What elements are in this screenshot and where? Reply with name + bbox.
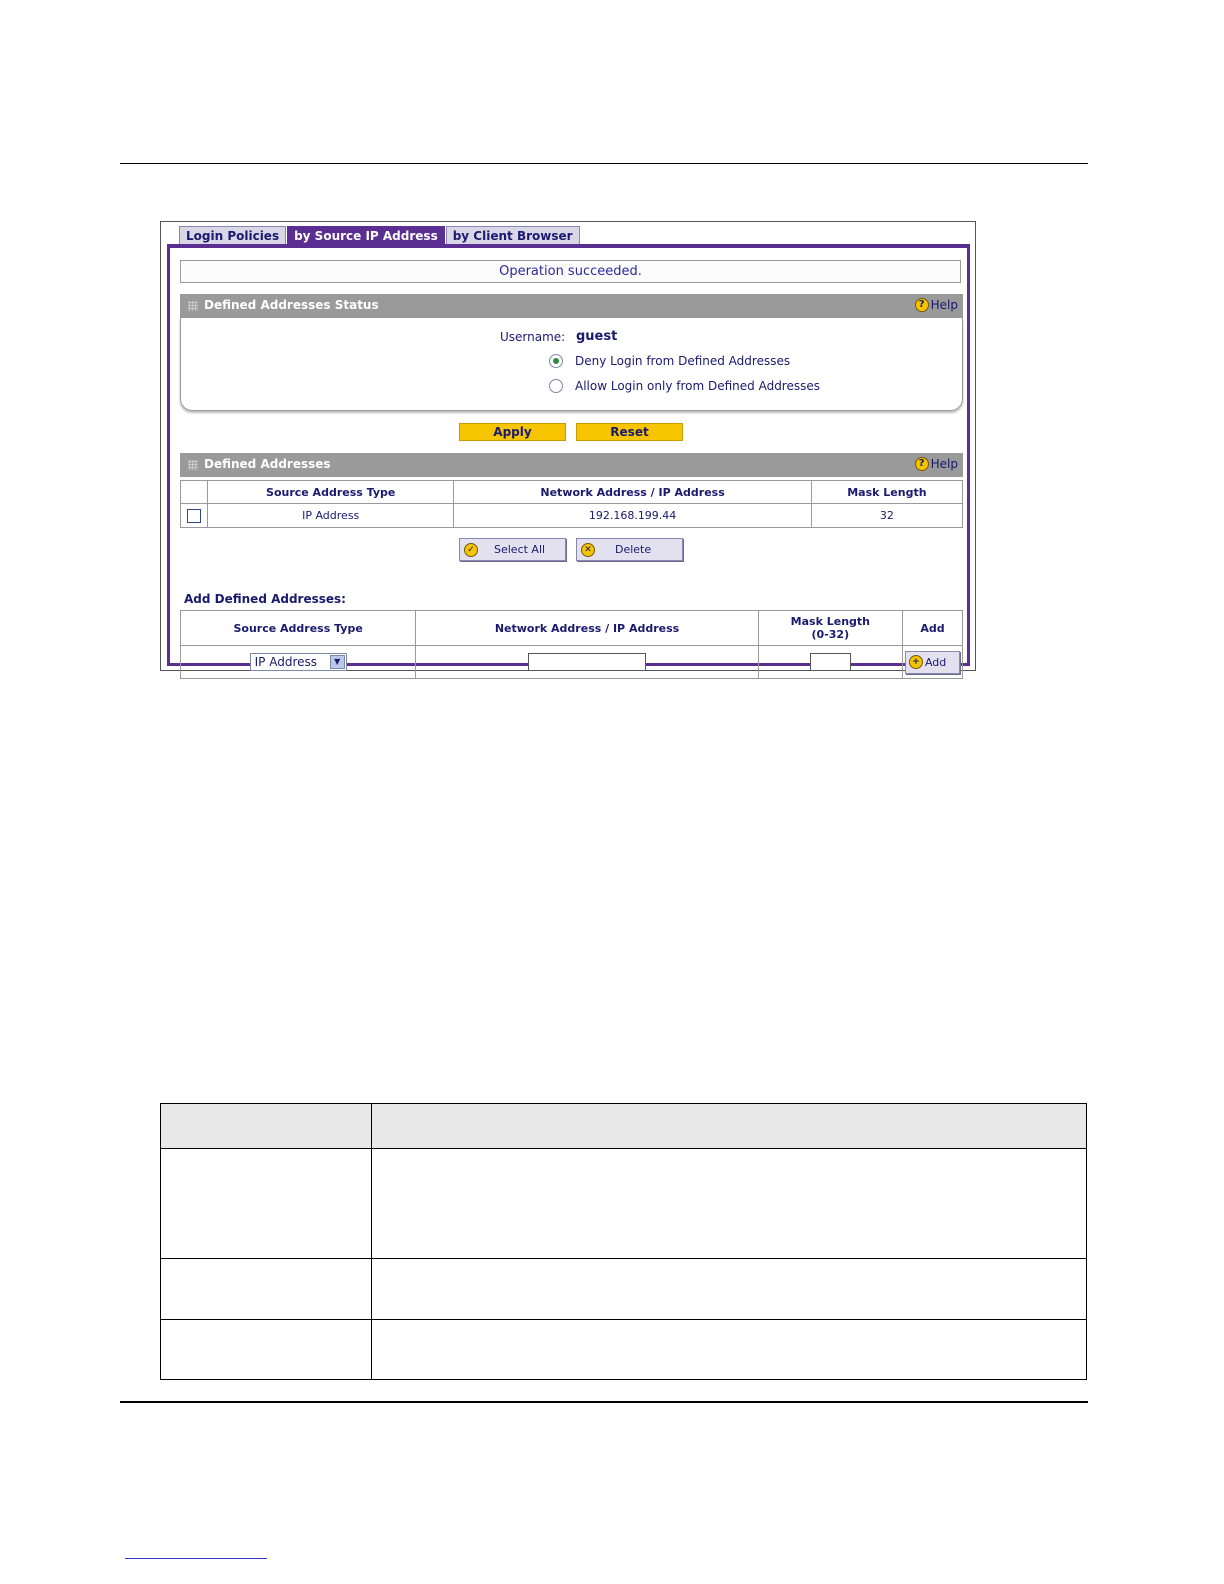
source-type-select[interactable] [250,653,347,671]
footer-link-underline[interactable] [125,1558,267,1559]
defined-section-title: Defined Addresses [204,457,331,471]
add-addresses-table [180,610,963,679]
doc-cell [161,1259,372,1320]
username-label: Username: [500,330,566,344]
footer-rule [120,1401,1088,1403]
status-section-body [180,318,963,411]
help-label: Help [930,457,958,471]
status-help-link[interactable] [915,298,958,312]
row-type: IP Address [208,504,454,528]
screenshot-frame [160,221,976,671]
apply-button[interactable]: Apply [459,423,566,441]
column-header: Add [902,611,962,646]
grip-icon [188,460,198,470]
plus-circle-icon: + [909,655,923,669]
address-cell [416,646,758,679]
checkmark-icon: ✓ [464,543,478,557]
doc-header-cell [372,1104,1087,1149]
x-circle-icon: ✕ [581,543,595,557]
help-label: Help [930,298,958,312]
tab-bar [179,226,581,245]
row-mask: 32 [811,504,962,528]
doc-cell [372,1149,1087,1259]
mask-length-title: Mask Length [790,615,870,628]
doc-cell [161,1320,372,1380]
delete-button[interactable] [576,538,683,561]
mask-cell [758,646,902,679]
doc-header-cell [161,1104,372,1149]
help-icon: ? [915,298,929,312]
allow-login-radio[interactable] [549,379,563,393]
allow-login-option[interactable] [549,379,820,393]
add-button[interactable] [905,651,960,674]
defined-help-link[interactable] [915,457,958,471]
mask-length-header [758,611,902,646]
defined-section-header [180,453,963,477]
select-all-button[interactable] [459,538,566,561]
username-value: guest [576,329,618,344]
mask-length-range: (0-32) [811,628,850,641]
row-address: 192.168.199.44 [454,504,811,528]
add-row [181,646,963,679]
doc-cell [372,1320,1087,1380]
column-header: Network Address / IP Address [454,481,811,504]
tab-content [167,244,970,669]
add-section-title: Add Defined Addresses: [184,592,346,606]
reset-button[interactable]: Reset [576,423,683,441]
status-section-title: Defined Addresses Status [204,298,379,312]
tab-login-policies[interactable]: Login Policies [179,226,286,245]
row-select-cell [181,504,208,528]
operation-status-message: Operation succeeded. [180,260,961,283]
chevron-down-icon: ▼ [330,655,345,669]
source-type-value: IP Address [254,655,318,669]
doc-table-row [161,1320,1087,1380]
add-label: Add [924,655,947,669]
doc-cell [161,1149,372,1259]
select-all-label: Select All [494,543,546,556]
select-column-header [181,481,208,504]
status-section-header [180,294,963,318]
defined-addresses-table [180,480,963,528]
grip-icon [188,301,198,311]
tab-by-client-browser[interactable]: by Client Browser [446,226,580,245]
column-header: Mask Length [811,481,962,504]
doc-table-row [161,1259,1087,1320]
table-row [181,504,963,528]
type-cell [181,646,416,679]
add-cell [902,646,962,679]
mask-length-input[interactable] [810,653,851,671]
deny-login-label: Deny Login from Defined Addresses [575,354,791,368]
header-rule [120,163,1088,164]
allow-login-label: Allow Login only from Defined Addresses [575,379,820,393]
column-header: Source Address Type [181,611,416,646]
row-checkbox[interactable] [187,509,201,523]
column-header: Source Address Type [208,481,454,504]
delete-label: Delete [615,543,652,556]
settings-description-table [160,1103,1087,1380]
column-header: Network Address / IP Address [416,611,758,646]
network-address-input[interactable] [528,653,646,671]
deny-login-option[interactable] [549,354,790,368]
doc-table-row [161,1149,1087,1259]
doc-cell [372,1259,1087,1320]
help-icon: ? [915,457,929,471]
deny-login-radio[interactable] [549,354,563,368]
tab-by-source-ip-address[interactable]: by Source IP Address [287,226,445,245]
